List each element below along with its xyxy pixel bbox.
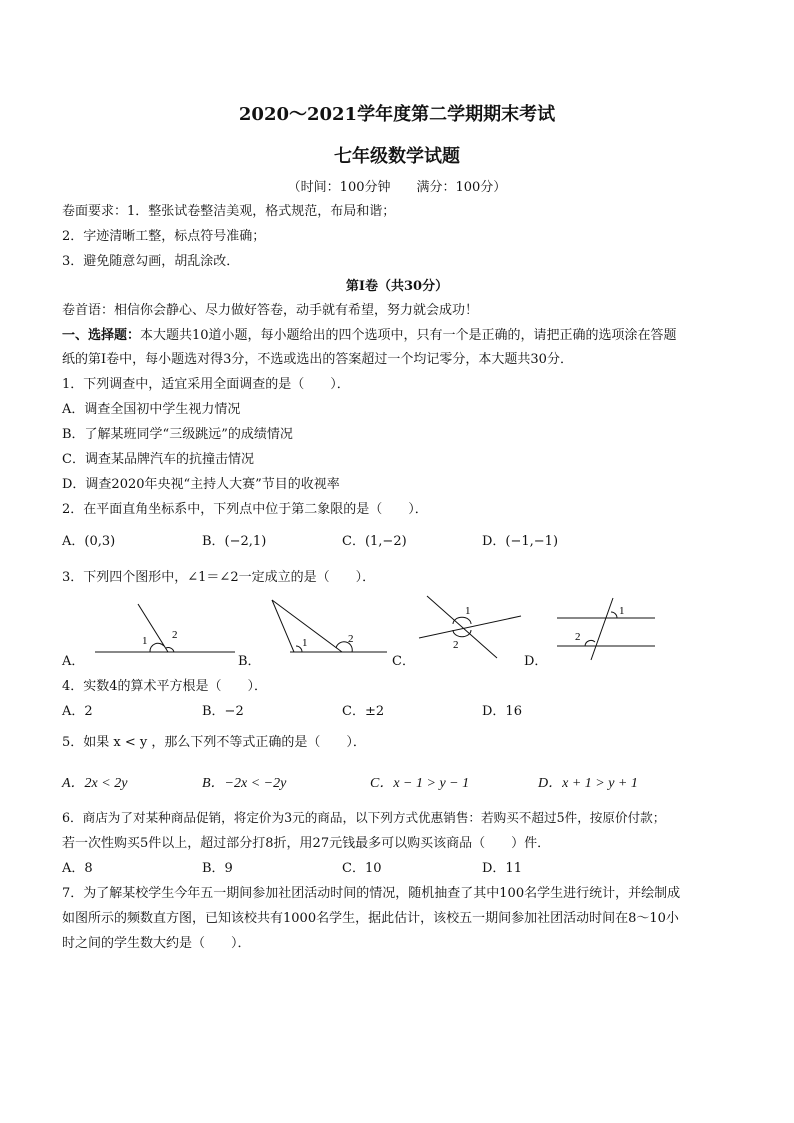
fig-a-label-1: 1: [142, 635, 148, 647]
q5-option-a: A．2x < 2y: [62, 776, 128, 791]
q1-option-c: C．调查某品牌汽车的抗撞击情况: [62, 452, 254, 467]
instructions-line-1: [62, 324, 677, 343]
q2-option-d: D．(−1,−1): [482, 534, 559, 549]
q3-figure-b: [262, 596, 392, 660]
q3-figure-d: [555, 594, 660, 662]
q1-option-d: D．调查2020年央视“主持人大赛”节目的收视率: [62, 477, 340, 492]
q1-stem: 1．下列调查中，适宜采用全面调查的是（ ）．: [62, 377, 350, 392]
q3-figure-c: [415, 592, 525, 662]
requirement-1: 卷面要求：1．整张试卷整洁美观，格式规范，布局和谐；: [62, 204, 396, 219]
q6-option-c: C．10: [342, 861, 382, 876]
q5-option-d: D．x + 1 > y + 1: [538, 776, 638, 791]
q7-stem-line-3: 时之间的学生数大约是（ ）．: [62, 936, 251, 951]
q2-option-b: B．(−2,1): [202, 534, 267, 549]
q3-figure-a: [90, 600, 240, 660]
q3-option-c: C．: [392, 654, 415, 669]
q5-stem: 5．如果 x < y ，那么下列不等式正确的是（ ）．: [62, 735, 366, 750]
q4-option-b: B．−2: [202, 704, 244, 719]
instructions-line-2: 纸的第Ⅰ卷中，每小题选对得3分，不选或选出的答案超过一个均记零分，本大题共30分．: [62, 352, 573, 367]
requirement-3: 3．避免随意勾画，胡乱涂改．: [62, 254, 240, 269]
q2-option-a: A．(0,3): [62, 534, 116, 549]
fig-c-label-1: 1: [465, 605, 471, 617]
fig-c-label-2: 2: [453, 639, 459, 651]
q5-option-b: B．−2x < −2y: [202, 776, 287, 791]
q1-option-b: B．了解某班同学“三级跳远”的成绩情况: [62, 427, 293, 442]
fig-a-label-2: 2: [172, 629, 178, 641]
fig-c-angle-arc-2: [453, 630, 471, 637]
q3-option-a: A．: [62, 654, 85, 669]
q6-option-a: A．8: [62, 861, 93, 876]
instructions-head: 一、选择题：: [62, 328, 141, 343]
fig-d-angle-arc-2: [585, 640, 595, 646]
q3-option-d: D．: [524, 654, 548, 669]
fig-c-line-1: [427, 596, 497, 658]
q6-option-b: B．9: [202, 861, 233, 876]
fig-d-label-2: 2: [575, 631, 581, 643]
q6-option-d: D．11: [482, 861, 522, 876]
q4-stem: 4．实数4的算术平方根是（ ）．: [62, 679, 268, 694]
fig-c-angle-arc-1: [453, 617, 471, 624]
fig-d-angle-arc-1: [611, 612, 617, 618]
q7-stem-line-1: 7．为了解某校学生今年五一期间参加社团活动时间的情况，随机抽查了其中100名学生进行统计，并绘制成: [62, 886, 681, 901]
section-title: 第Ⅰ卷（共30分）: [345, 279, 449, 294]
instructions-text-1: 本大题共10道小题，每小题给出的四个选项中，只有一个是正确的，请把正确的选项涂在答题: [140, 328, 677, 343]
q1-option-a: A．调查全国初中学生视力情况: [62, 402, 241, 417]
exam-title: 2020～2021学年度第二学期期末考试: [238, 104, 556, 125]
q3-option-b: B．: [238, 654, 261, 669]
fig-b-label-2: 2: [348, 633, 354, 645]
requirement-2: 2．字迹清晰工整，标点符号准确；: [62, 229, 266, 244]
fig-d-transversal: [591, 598, 613, 660]
q7-stem-line-2: 如图所示的频数直方图，已知该校共有1000名学生，据此估计，该校五一期间参加社团活动时间在8～10小: [62, 911, 679, 926]
q2-stem: 2．在平面直角坐标系中，下列点中位于第二象限的是（ ）．: [62, 502, 428, 517]
q6-stem-line-2: 若一次性购买5件以上，超过部分打8折，用27元钱最多可以购买该商品（ ）件．: [62, 836, 551, 851]
fig-b-label-1: 1: [302, 637, 308, 649]
q2-option-c: C．(1,−2): [342, 534, 407, 549]
fig-a-angle-arc-1: [150, 643, 164, 652]
exam-subtitle: 七年级数学试题: [334, 146, 460, 167]
motto: 卷首语：相信你会静心、尽力做好答卷，动手就有希望，努力就会成功！: [62, 303, 479, 318]
q4-option-a: A．2: [62, 704, 93, 719]
q3-stem: 3．下列四个图形中，∠1＝∠2一定成立的是（ ）．: [62, 570, 376, 585]
q4-option-d: D．16: [482, 704, 522, 719]
fig-d-label-1: 1: [619, 605, 625, 617]
time-info: （时间：100分钟 满分：100分）: [287, 180, 507, 195]
q5-option-c: C．x − 1 > y − 1: [370, 776, 470, 791]
q4-option-c: C．±2: [342, 704, 385, 719]
q6-stem-line-1: 6．商店为了对某种商品促销，将定价为3元的商品，以下列方式优惠销售：若购买不超过5件，按原价付款；: [62, 810, 666, 825]
